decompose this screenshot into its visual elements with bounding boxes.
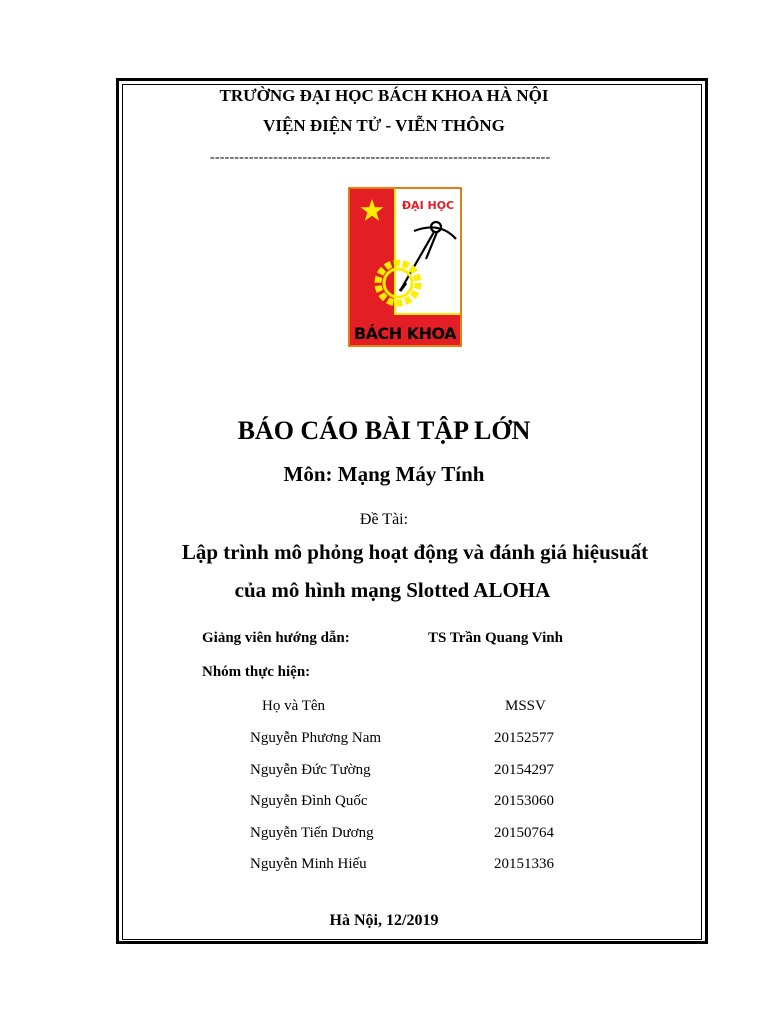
header-divider: ---------------------------------------------------------------------- bbox=[210, 150, 551, 165]
logo-bottom-text: BÁCH KHOA bbox=[353, 324, 457, 343]
topic-title-line-2: của mô hình mạng Slotted ALOHA bbox=[234, 578, 551, 602]
member-name: Nguyễn Phương Nam bbox=[250, 730, 382, 746]
report-title: BÁO CÁO BÀI TẬP LỚN bbox=[237, 416, 531, 445]
member-name: Nguyễn Đình Quốc bbox=[250, 793, 368, 809]
place-date: Hà Nội, 12/2019 bbox=[329, 912, 439, 929]
subject-title: Môn: Mạng Máy Tính bbox=[283, 462, 485, 486]
column-header-id: MSSV bbox=[505, 698, 546, 714]
logo-top-text: ĐẠI HỌC bbox=[401, 199, 455, 212]
member-id: 20151336 bbox=[494, 856, 554, 872]
topic-title-line-1: Lập trình mô phỏng hoạt động và đánh giá hiệusuất bbox=[181, 540, 649, 564]
member-id: 20154297 bbox=[494, 762, 554, 778]
school-name: TRƯỜNG ĐẠI HỌC BÁCH KHOA HÀ NỘI bbox=[219, 86, 549, 105]
member-id: 20150764 bbox=[494, 825, 554, 841]
member-name: Nguyễn Đức Tường bbox=[250, 762, 371, 778]
advisor-name: TS Trần Quang Vinh bbox=[428, 630, 563, 646]
member-id: 20152577 bbox=[494, 730, 554, 746]
member-name: Nguyễn Minh Hiếu bbox=[250, 856, 367, 872]
university-logo bbox=[348, 187, 462, 347]
topic-label: Đề Tài: bbox=[359, 511, 409, 528]
institute-name: VIỆN ĐIỆN TỬ - VIỄN THÔNG bbox=[263, 116, 505, 135]
advisor-label: Giảng viên hướng dẫn: bbox=[202, 630, 350, 646]
member-id: 20153060 bbox=[494, 793, 554, 809]
member-name: Nguyễn Tiến Dương bbox=[250, 825, 374, 841]
group-label: Nhóm thực hiện: bbox=[202, 664, 311, 680]
column-header-name: Họ và Tên bbox=[262, 698, 326, 714]
